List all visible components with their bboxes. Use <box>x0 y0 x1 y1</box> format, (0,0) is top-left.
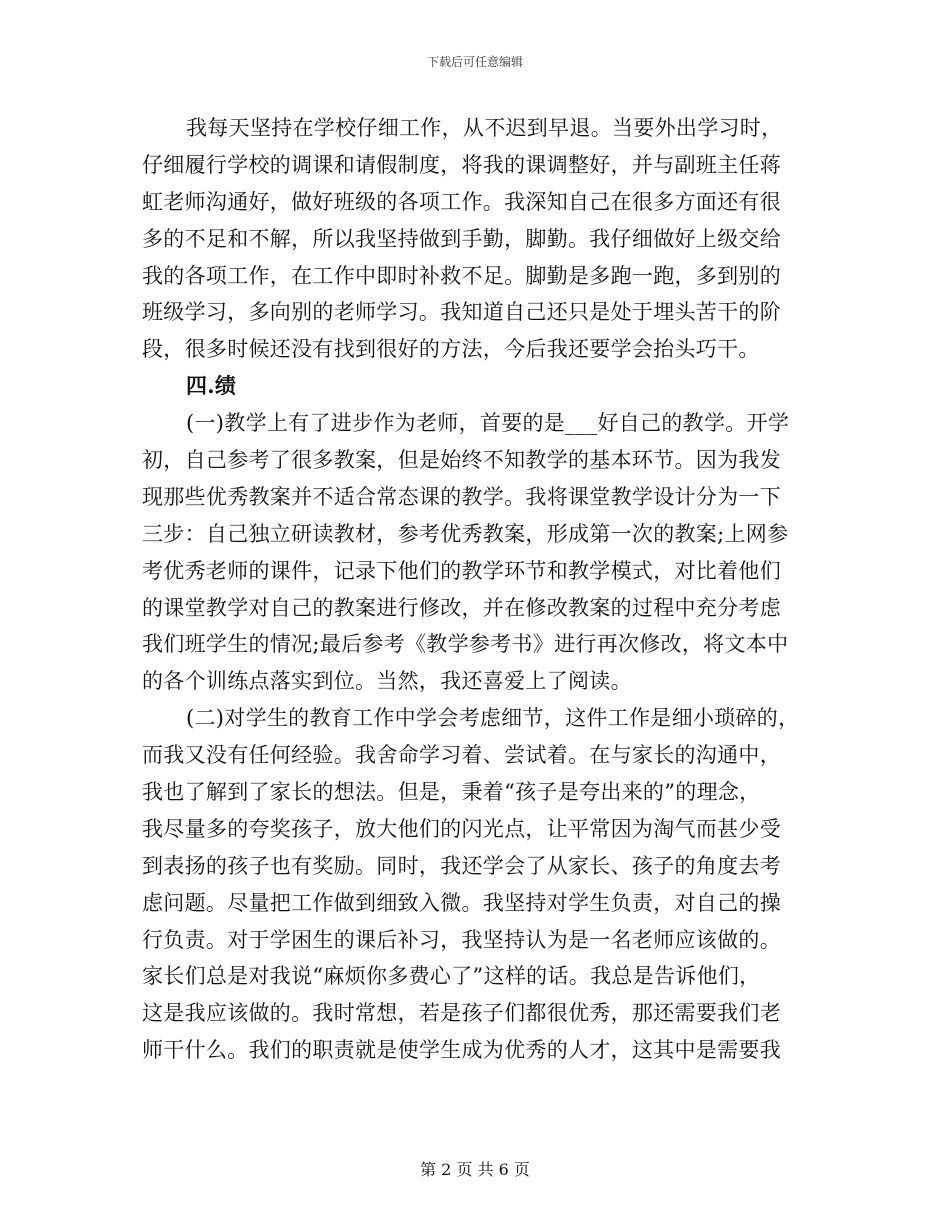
page-header: 下载后可任意编辑 <box>426 55 523 69</box>
text-line: 家长们总是对我说“麻烦你多费心了”这样的话。我总是告诉他们， <box>142 964 761 989</box>
text-line: 段，很多时候还没有找到很好的方法，今后我还要学会抬头巧干。 <box>142 337 760 362</box>
paragraph-3 <box>142 700 814 1069</box>
section-heading: 四.绩 <box>186 373 237 399</box>
text-line: 我尽量多的夸奖孩子，放大他们的闪光点，让平常因为淘气而甚少受 <box>142 816 781 841</box>
text-line: 多的不足和不解，所以我坚持做到手勤，脚勤。我仔细做好上级交给 <box>142 226 781 251</box>
text-line: 考优秀老师的课件，记录下他们的教学环节和教学模式，对比着他们 <box>142 558 781 583</box>
text-line: 班级学习，多向别的老师学习。我知道自己还只是处于埋头苦干的阶 <box>142 300 781 325</box>
text-line: 初，自己参考了很多教案，但是始终不知教学的基本环节。因为我发 <box>142 448 781 473</box>
page-footer: 第 2 页 共 6 页 <box>420 1160 530 1179</box>
text-line: 的课堂教学对自己的教案进行修改，并在修改教案的过程中充分考虑 <box>142 595 781 620</box>
paragraph-1 <box>142 110 814 368</box>
text-line: 现那些优秀教案并不适合常态课的教学。我将课堂教学设计分为一下 <box>142 484 781 509</box>
text-line: 仔细履行学校的调课和请假制度，将我的课调整好，并与副班主任蒋 <box>142 152 781 177</box>
text-line: 我的各项工作，在工作中即时补救不足。脚勤是多跑一跑，多到别的 <box>142 263 781 288</box>
text-line: (一)教学上有了进步作为老师，首要的是___好自己的教学。开学 <box>186 411 790 436</box>
text-line: 的各个训练点落实到位。当然，我还喜爱上了阅读。 <box>142 669 632 694</box>
text-line: 而我又没有任何经验。我舍命学习着、尝试着。在与家长的沟通中， <box>142 743 781 768</box>
text-line: 我每天坚持在学校仔细工作，从不迟到早退。当要外出学习时， <box>186 116 783 140</box>
text-line: 我也了解到了家长的想法。但是，秉着“孩子是夸出来的”的理念， <box>142 780 761 805</box>
text-line: 虹老师沟通好，做好班级的各项工作。我深知自己在很多方面还有很 <box>142 189 781 214</box>
text-line: (二)对学生的教育工作中学会考虑细节，这件工作是细小琐碎的， <box>186 706 800 731</box>
document-body <box>142 110 814 1069</box>
text-line: 虑问题。尽量把工作做到细致入微。我坚持对学生负责，对自己的操 <box>142 890 781 915</box>
text-line: 师干什么。我们的职责就是使学生成为优秀的人才，这其中是需要我 <box>142 1038 781 1063</box>
text-line: 到表扬的孩子也有奖励。同时，我还学会了从家长、孩子的角度去考 <box>142 853 781 878</box>
text-line: 行负责。对于学困生的课后补习，我坚持认为是一名老师应该做的。 <box>142 927 781 952</box>
text-line: 三步：自己独立研读教材，参考优秀教案，形成第一次的教案;上网参 <box>142 521 789 546</box>
text-line: 我们班学生的情况;最后参考《教学参考书》进行再次修改，将文本中 <box>142 632 789 657</box>
text-line: 这是我应该做的。我时常想，若是孩子们都很优秀，那还需要我们老 <box>142 1001 781 1026</box>
paragraph-2 <box>142 405 814 700</box>
